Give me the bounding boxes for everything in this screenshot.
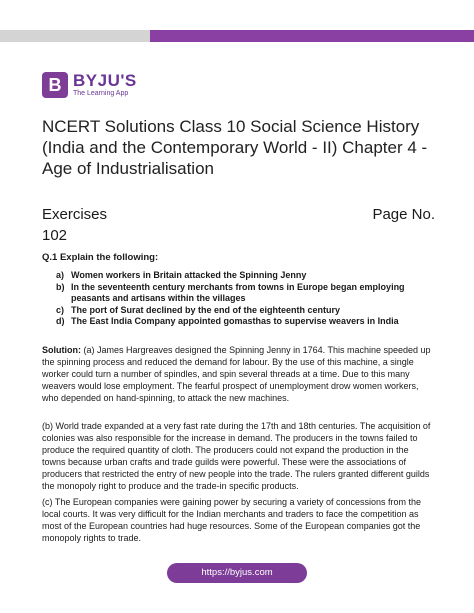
question-item bbox=[56, 316, 436, 328]
solution-paragraph bbox=[42, 420, 434, 492]
document-title: NCERT Solutions Class 10 Social Science History (India and the Contemporary World - II) Chapter 4 - Age of Industrialisation bbox=[42, 117, 428, 178]
question-item bbox=[56, 270, 436, 282]
solution-paragraph-text: (a) James Hargreaves designed the Spinning Jenny in 1764. This machine speeded up the spinning process and reduced the demand for labour. By the use of this machine, a single worker could turn a number of spindles, and spin several threads at a time. Due to this many weavers would lose employment. The fearful prospect of unemployment drow women workers, who depended on hand-spinning, to attack the new machines. bbox=[42, 345, 431, 403]
logo-name: BYJU'S bbox=[73, 70, 137, 90]
question-list bbox=[56, 270, 436, 328]
question-item-marker: a) bbox=[56, 270, 65, 280]
exercises-label: Exercises bbox=[42, 206, 108, 223]
question-item-marker: d) bbox=[56, 316, 65, 326]
page-number: 102 bbox=[42, 227, 68, 244]
question-item-marker: c) bbox=[56, 304, 65, 315]
footer-url-link[interactable]: https://byjus.com bbox=[167, 563, 307, 583]
byjus-logo bbox=[42, 70, 137, 100]
question-item-marker: b) bbox=[56, 281, 65, 292]
solution-paragraph bbox=[42, 496, 434, 544]
question-heading: Q.1 Explain the following: bbox=[42, 252, 159, 263]
question-item bbox=[56, 305, 436, 317]
header-bar-grey-segment bbox=[0, 30, 150, 42]
question-item-text: The port of Surat declined by the end of the eighteenth century bbox=[71, 304, 341, 315]
page-label: Page No. bbox=[372, 206, 435, 223]
solution-label: Solution: bbox=[42, 345, 81, 355]
logo-text bbox=[73, 70, 137, 98]
solution-paragraph-text: (b) World trade expanded at a very fast rate during the 17th and 18th centuries. The acquisition of colonies was also responsible for the increase in demand. The producers in the towns failed to produce the required quantity of cloth. The producers could not expand the production in the towns because urban crafts and trade guilds were powerful. These were the associations of producers that restricted the entry of new people into the trade. The rulers granted different guilds the monopoly right to produce and the trade-in specific products. bbox=[42, 421, 431, 491]
question-item-text: Women workers in Britain attacked the Spinning Jenny bbox=[71, 270, 307, 280]
logo-letter: B bbox=[48, 75, 62, 95]
question-item bbox=[56, 282, 436, 305]
logo-mark-icon bbox=[42, 72, 68, 98]
header-color-bar bbox=[0, 30, 474, 42]
question-item-text: In the seventeenth century merchants from towns in Europe began employing peasants and artisans within the villages bbox=[71, 281, 405, 303]
header-bar-purple-segment bbox=[150, 30, 474, 42]
logo-tagline: The Learning App bbox=[73, 89, 129, 97]
question-item-text: The East India Company appointed gomasthas to supervise weavers in India bbox=[71, 316, 399, 326]
solution-paragraph bbox=[42, 344, 434, 404]
solution-paragraph-text: (c) The European companies were gaining power by securing a variety of concessions from the local courts. It was very difficult for the Indian merchants and traders to face the competition as most of the European countries had huge resources. Some of the European companies got the monopoly rights to trade. bbox=[42, 497, 422, 543]
